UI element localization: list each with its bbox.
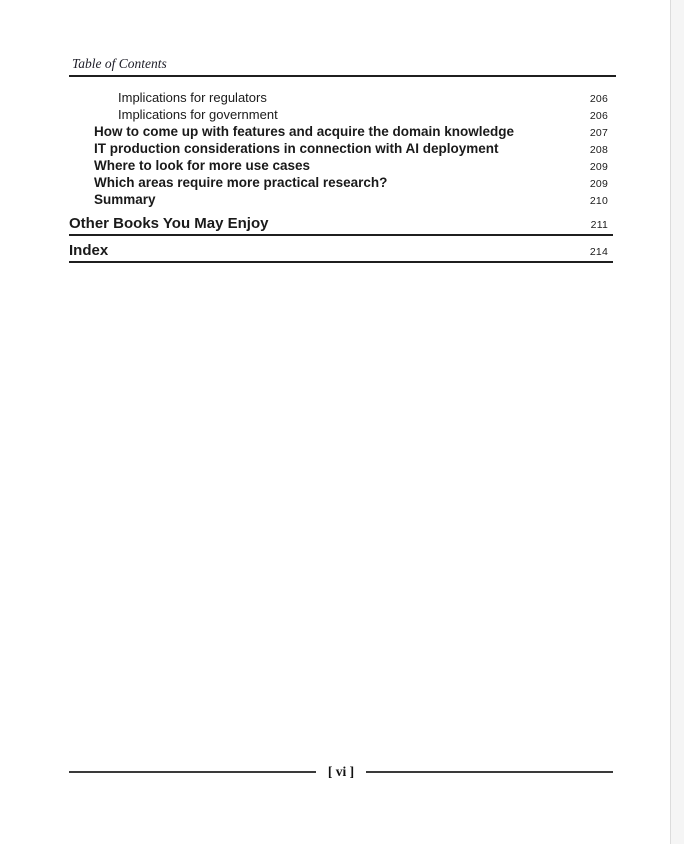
- table-of-contents: [69, 90, 613, 263]
- toc-entry-page-number: 209: [589, 178, 608, 190]
- toc-entry[interactable]: [69, 124, 613, 141]
- toc-entry-label: Implications for government: [118, 107, 278, 122]
- toc-entry-label: Summary: [94, 192, 156, 207]
- toc-entry-label: Where to look for more use cases: [94, 158, 311, 173]
- toc-entry[interactable]: [69, 107, 613, 124]
- toc-entry-page-number: 211: [590, 219, 608, 231]
- toc-entry-label: Implications for regulators: [118, 90, 267, 105]
- toc-entry[interactable]: [69, 192, 613, 209]
- toc-entry[interactable]: [69, 175, 613, 192]
- page-edge: [670, 0, 684, 844]
- folio-page-number: [ vi ]: [327, 764, 355, 779]
- toc-entry-label: Index: [69, 242, 109, 259]
- running-header: [69, 56, 616, 77]
- toc-entry-label: How to come up with features and acquire the domain knowledge: [94, 124, 515, 139]
- toc-entry-page-number: 206: [589, 93, 608, 105]
- toc-entry-page-number: 214: [589, 246, 608, 258]
- toc-entry-page-number: 208: [589, 144, 608, 156]
- toc-entry-label: Other Books You May Enjoy: [69, 215, 269, 232]
- toc-section-entry[interactable]: [69, 243, 613, 263]
- toc-entry-page-number: 209: [589, 161, 608, 173]
- toc-entry-label: Which areas require more practical research?: [94, 175, 388, 190]
- toc-entry[interactable]: [69, 141, 613, 158]
- toc-section-entry[interactable]: [69, 216, 613, 236]
- running-header-title: Table of Contents: [72, 56, 167, 71]
- toc-entry[interactable]: [69, 158, 613, 175]
- toc-entry-label: IT production considerations in connection with AI deployment: [94, 141, 499, 156]
- footer-rule-right: [366, 771, 613, 773]
- toc-entry-page-number: 206: [589, 110, 608, 122]
- footer-rule-left: [69, 771, 316, 773]
- toc-entry[interactable]: [69, 90, 613, 107]
- toc-entry-page-number: 207: [589, 127, 608, 139]
- page-footer: [69, 764, 613, 780]
- toc-entry-page-number: 210: [589, 195, 608, 207]
